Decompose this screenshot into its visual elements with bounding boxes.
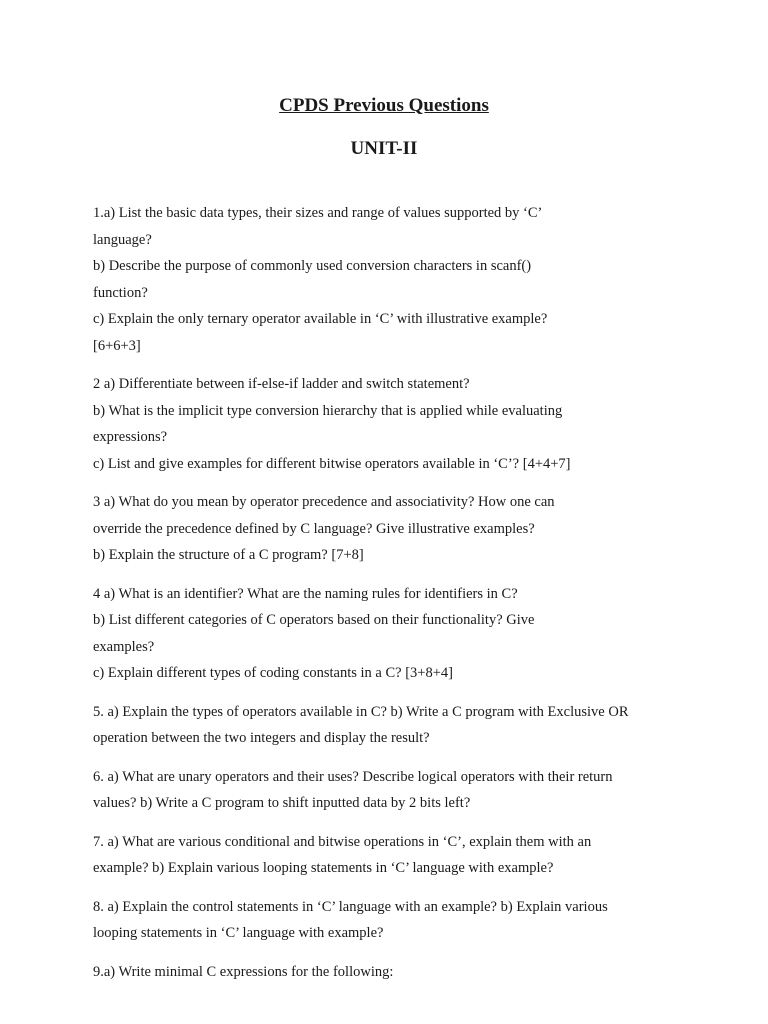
question-line: examples? [93,638,155,655]
question-line: 4 a) What is an identifier? What are the naming rules for identifiers in C? [93,585,518,602]
question-line: 2 a) Differentiate between if-else-if ladder and switch statement? [93,376,470,392]
question-spacer [93,882,653,894]
question-line: 9.a) Write minimal C expressions for the following: [93,963,394,980]
unit-heading: UNIT-II [350,138,418,159]
question-4 [93,581,653,687]
question-spacer [93,477,653,489]
document-title: CPDS Previous Questions [279,95,489,116]
question-line: b) Describe the purpose of commonly used conversion characters in scanf() [93,258,532,274]
question-line: 7. a) What are various conditional and bitwise operations in ‘C’, explain them with an [93,833,592,850]
question-spacer [93,817,653,829]
question-6 [93,764,653,817]
question-2 [93,371,653,477]
question-line: b) Explain the structure of a C program? [7+8] [93,547,364,563]
question-line: [6+6+3] [93,337,141,354]
question-spacer [93,947,653,959]
question-line: looping statements in ‘C’ language with example? [93,925,384,941]
question-spacer [93,359,653,371]
question-line: b) What is the implicit type conversion hierarchy that is applied while evaluating [93,402,563,419]
question-8 [93,894,653,947]
question-1 [93,200,653,359]
question-9 [93,959,653,986]
question-line: operation between the two integers and display the result? [93,730,430,746]
question-line: b) List different categories of C operators based on their functionality? Give [93,612,535,628]
question-3 [93,489,653,569]
question-line: 5. a) Explain the types of operators available in C? b) Write a C program with Exclusive OR [93,703,629,720]
question-spacer [93,752,653,764]
question-line: 8. a) Explain the control statements in ‘C’ language with an example? b) Explain various [93,898,608,915]
question-spacer [93,687,653,699]
question-5 [93,699,653,752]
question-7 [93,829,653,882]
question-spacer [93,569,653,581]
question-line: language? [93,231,152,248]
question-line: values? b) Write a C program to shift inputted data by 2 bits left? [93,795,471,811]
question-line: c) Explain different types of coding constants in a C? [3+8+4] [93,665,453,681]
question-line: 3 a) What do you mean by operator precedence and associativity? How one can [93,494,555,510]
question-line: c) List and give examples for different bitwise operators available in ‘C’? [4+4+7] [93,455,571,472]
question-line: function? [93,284,148,301]
questions-list [93,200,653,985]
question-line: expressions? [93,429,168,445]
question-line: 1.a) List the basic data types, their sizes and range of values supported by ‘C’ [93,205,543,221]
question-line: example? b) Explain various looping statements in ‘C’ language with example? [93,860,554,876]
question-line: 6. a) What are unary operators and their uses? Describe logical operators with their return [93,768,613,785]
question-line: c) Explain the only ternary operator available in ‘C’ with illustrative example? [93,311,548,327]
question-line: override the precedence defined by C language? Give illustrative examples? [93,520,535,537]
